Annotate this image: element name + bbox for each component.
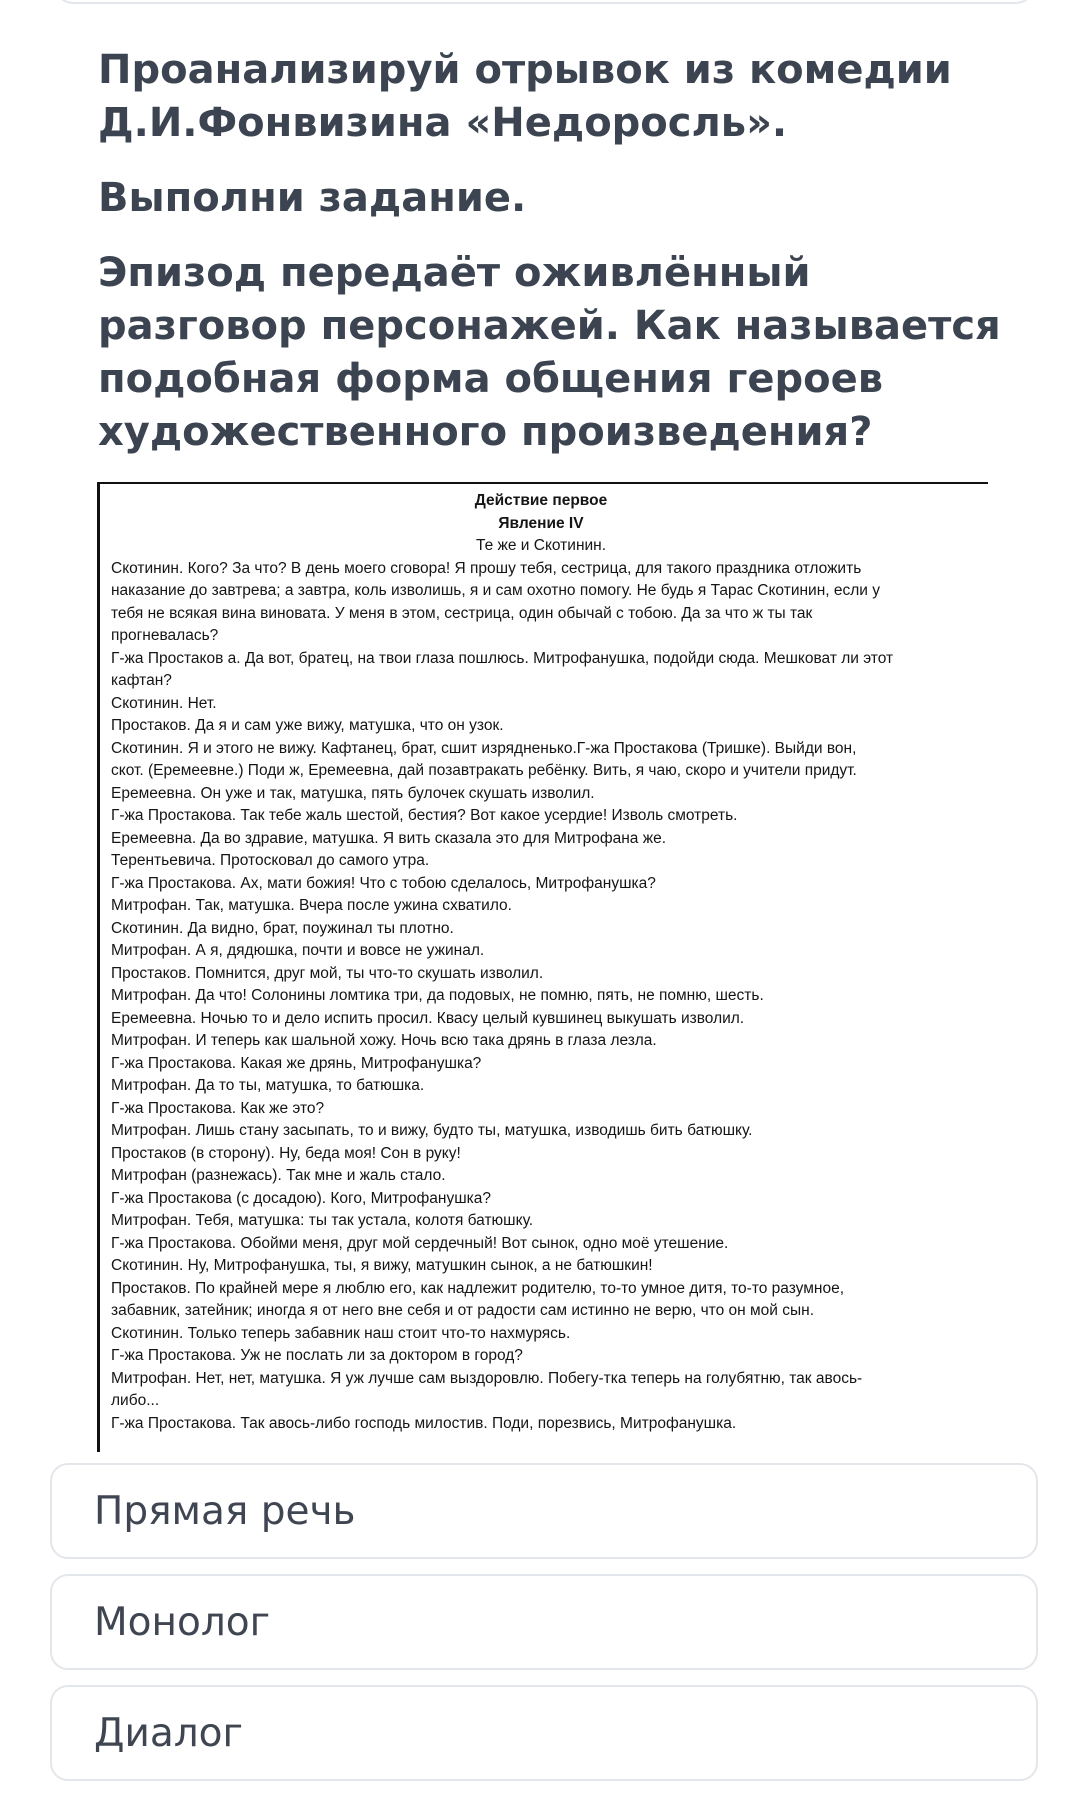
excerpt-line: Г-жа Простакова. Так авось-либо господь милостив. Поди, порезвись, Митрофанушка. bbox=[111, 1414, 737, 1432]
excerpt-line: Еремеевна. Ночью то и дело испить просил. Квасу целый кувшинец выкушать изволил. bbox=[111, 1009, 745, 1027]
excerpt-act: Действие первое bbox=[474, 492, 608, 509]
excerpt-line: Г-жа Простакова. Ах, мати божия! Что с тобою сделалось, Митрофанушка? bbox=[111, 874, 656, 892]
excerpt-cast: Те же и Скотинин. bbox=[475, 537, 607, 554]
answer-option-label: Диалог bbox=[94, 1710, 243, 1756]
excerpt-line: Г-жа Простакова. Какая же дрянь, Митрофанушка? bbox=[111, 1054, 482, 1072]
excerpt-line: Г-жа Простакова. Уж не послать ли за доктором в город? bbox=[111, 1347, 523, 1364]
answer-options bbox=[50, 1463, 1038, 1796]
excerpt-line: Простаков. Помнится, друг мой, ты что-то скушать изволил. bbox=[111, 964, 544, 982]
excerpt-line: Еремеевна. Он уже и так, матушка, пять булочек скушать изволил. bbox=[111, 784, 595, 802]
question-block bbox=[98, 44, 1018, 481]
excerpt-line: прогневалась? bbox=[111, 627, 219, 644]
excerpt-line: Митрофан. Так, матушка. Вчера после ужина схватило. bbox=[111, 897, 512, 914]
excerpt-line: Еремеевна. Да во здравие, матушка. Я вить сказала это для Митрофана же. bbox=[111, 829, 667, 847]
excerpt-line: Скотинин. Я и этого не вижу. Кафтанец, брат, сшит изрядненько.Г-жа Простакова (Тришке). Выйди вон, bbox=[111, 739, 857, 757]
excerpt-line: Г-жа Простаков а. Да вот, братец, на твои глаза пошлюсь. Митрофанушка, подойди сюда. Мешковат ли этот bbox=[111, 649, 894, 667]
excerpt-line: Скотинин. Только теперь забавник наш стоит что-то нахмурясь. bbox=[111, 1324, 571, 1342]
excerpt-line: забавник, затейник; иногда я от него вне себя и от радости сам истинно не верю, что он мой сын. bbox=[111, 1302, 814, 1319]
excerpt-line: Митрофан. Да что! Солонины ломтика три, да подовых, не помню, пять, не помню, шесть. bbox=[111, 987, 764, 1004]
excerpt-line: Митрофан. Да то ты, матушка, то батюшка. bbox=[111, 1077, 425, 1094]
excerpt-line: Митрофан. Нет, нет, матушка. Я уж лучше сам выздоровлю. Побегу-тка теперь на голубятню, так авось- bbox=[111, 1369, 863, 1387]
excerpt-line: Скотинин. Ну, Митрофанушка, ты, я вижу, матушкин сынок, а не батюшкин! bbox=[111, 1257, 653, 1274]
excerpt-scene: Явление IV bbox=[498, 514, 584, 532]
excerpt-line: Г-жа Простакова (с досадою). Кого, Митрофанушка? bbox=[111, 1189, 491, 1207]
excerpt-line: Г-жа Простакова. Обойми меня, друг мой сердечный! Вот сынок, одно моё утешение. bbox=[111, 1234, 729, 1252]
excerpt-line: либо... bbox=[111, 1392, 160, 1409]
previous-card-edge bbox=[55, 0, 1034, 4]
excerpt-line: Митрофан. А я, дядюшка, почти и вовсе не ужинал. bbox=[111, 942, 485, 959]
excerpt-line: Митрофан. И теперь как шальной хожу. Ночь всю така дрянь в глаза лезла. bbox=[111, 1032, 657, 1049]
excerpt-line: Г-жа Простакова. Как же это? bbox=[111, 1099, 325, 1117]
answer-option-label: Прямая речь bbox=[94, 1488, 356, 1534]
play-excerpt-image bbox=[97, 482, 988, 1452]
excerpt-line: Скотинин. Да видно, брат, поужинал ты плотно. bbox=[111, 919, 454, 937]
excerpt-lines bbox=[111, 558, 988, 1436]
answer-option-label: Монолог bbox=[94, 1599, 271, 1645]
excerpt-line: кафтан? bbox=[111, 672, 172, 689]
answer-option-dialogue[interactable] bbox=[50, 1685, 1038, 1781]
excerpt-line: Скотинин. Нет. bbox=[111, 694, 217, 712]
excerpt-line: Простаков. По крайней мере я люблю его, как надлежит родителю, то-то умное дитя, то-то разумное, bbox=[111, 1279, 845, 1297]
excerpt-line: Митрофан. Лишь стану засыпать, то и вижу, будто ты, матушка, изводишь бить батюшку. bbox=[111, 1122, 753, 1139]
answer-option-direct-speech[interactable] bbox=[50, 1463, 1038, 1559]
excerpt-line: наказание до завтрева; а завтра, коль изволишь, я и сам охотно помогу. Не будь я Тарас Скотинин, если у bbox=[111, 582, 880, 599]
excerpt-line: тебя не всякая вина виновата. У меня в этом, сестрица, один обычай с тобою. Да за что ж ты так bbox=[111, 604, 813, 622]
excerpt-line: Терентьевича. Протосковал до самого утра. bbox=[111, 852, 430, 869]
excerpt-line: Простаков. Да я и сам уже вижу, матушка, что он узок. bbox=[111, 717, 504, 734]
question-task: Эпизод передаёт оживлённый разговор персонажей. Как называется подобная форма общения героев художественного произведения? bbox=[98, 250, 1001, 455]
excerpt-line: скот. (Еремеевне.) Поди ж, Еремеевна, дай позавтракать ребёнку. Вить, я чаю, скоро и учители придут. bbox=[111, 762, 857, 779]
excerpt-line: Простаков (в сторону). Ну, беда моя! Сон в руку! bbox=[111, 1144, 461, 1162]
question-title: Проанализируй отрывок из комедии Д.И.Фонвизина «Недоросль». bbox=[98, 47, 952, 146]
excerpt-line: Г-жа Простакова. Так тебе жаль шестой, бестия? Вот какое усердие! Изволь смотреть. bbox=[111, 807, 738, 824]
excerpt-line: Митрофан (разнежась). Так мне и жаль стало. bbox=[111, 1167, 446, 1184]
excerpt-line: Митрофан. Тебя, матушка: ты так устала, колотя батюшку. bbox=[111, 1212, 534, 1229]
excerpt-line: Скотинин. Кого? За что? В день моего сговора! Я прошу тебя, сестрица, для такого праздника отложить bbox=[111, 559, 862, 577]
answer-option-monologue[interactable] bbox=[50, 1574, 1038, 1670]
question-instruction: Выполни задание. bbox=[98, 175, 527, 221]
